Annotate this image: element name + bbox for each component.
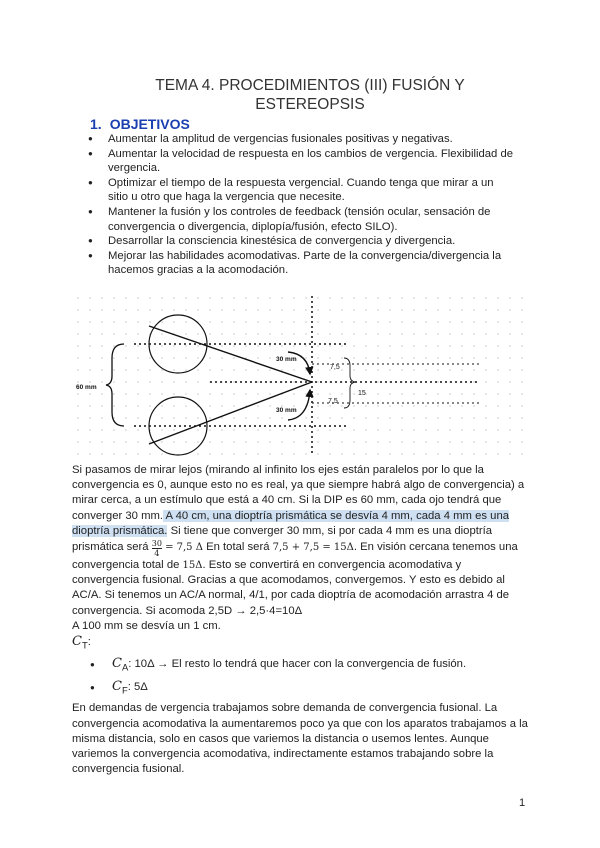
- fraction-numerator: 30: [151, 539, 162, 549]
- text-segment: Si tiene que converger 30 mm, si por cada 4 mm es una dioptría prismática será: [72, 524, 493, 554]
- body-text: [72, 463, 530, 777]
- equation: 7,5 + 7,5 = 15Δ: [272, 542, 354, 554]
- objectives-list: [86, 132, 516, 278]
- list-item: ● Aumentar la velocidad de respuesta en los cambios de vergencia. Flexibilidad de vergencia.: [86, 147, 516, 176]
- section-heading: [90, 116, 190, 132]
- equation: = 7,5 Δ: [165, 542, 203, 554]
- page-title: TEMA 4. PROCEDIMIENTOS (III) FUSIÓN Y ESTEREOPSIS: [155, 77, 465, 113]
- list-item: ● Desarrollar la consciencia kinestésica de convergencia y divergencia.: [86, 234, 516, 249]
- c-variable: C: [112, 678, 122, 694]
- section-number: 1.: [90, 116, 102, 132]
- text-segment: En total será: [202, 541, 273, 554]
- text-segment: . En visión cercana tenemos una convergencia total de: [72, 541, 518, 572]
- c-subscript: F: [121, 684, 128, 696]
- list-item: [90, 656, 530, 674]
- list-item: ● Aumentar la amplitud de vergencias fusionales positivas y negativas.: [86, 132, 516, 147]
- page-number: 1: [519, 797, 526, 809]
- c-subscript: A: [121, 661, 129, 673]
- ct-label: [72, 634, 530, 652]
- text-segment: Si pasamos de mirar lejos (mirando al infinito los ejes están paralelos por lo que la convergencia es 0, aunque esto no es real, ya que siempre habrá algo de convergencia) a mirar cerca, a un estímulo que está a 40 cm. Si la DIP es 60 mm, cada ojo tendrá que converger 30 mm.: [72, 464, 525, 522]
- c-variable: C: [112, 656, 122, 672]
- label-7-5-top: 7,5: [330, 364, 340, 371]
- label-30mm-bottom: 30 mm: [276, 407, 297, 414]
- label-30mm-top: 30 mm: [276, 356, 297, 363]
- paragraph-convergence: [72, 463, 530, 619]
- list-item-text: : 10Δ → El resto lo tendrá que hacer con la convergencia de fusión.: [128, 658, 467, 671]
- fraction-denominator: 4: [152, 548, 162, 558]
- highlighted-text: A 40 cm, una dioptría prismática se desvía 4 mm, cada 4 mm es una dioptría prismática.: [72, 509, 510, 537]
- c-variable: C: [72, 634, 82, 650]
- label-15: 15: [358, 390, 366, 397]
- c-subscript: T: [81, 639, 88, 651]
- list-item: ● Mejorar las habilidades acomodativas. Parte de la convergencia/divergencia la hacemos gracias a la acomodación.: [86, 249, 516, 278]
- list-item-text: : 5Δ: [127, 680, 148, 693]
- section-title: OBJETIVOS: [109, 116, 190, 132]
- label-7-5-bottom: 7,5: [328, 398, 338, 405]
- dot-grid: [76, 296, 526, 456]
- convergence-diagram: [76, 296, 526, 456]
- text-segment: . Esto se convertirá en convergencia acomodativa y convergencia fusional. Gracias a que acomodamos, convergemos. Y esto es debido al AC/A. Si tenemos un AC/A normal, 4/1, por cada dioptría de acomodación arrastra 4 de convergencia. Si acomoda 2,5D → 2,5·4=10Δ: [72, 559, 510, 617]
- list-item: ● Mantener la fusión y los controles de feedback (tensión ocular, sensación de convergencia o divergencia, diplopía/fusión, efecto SILO).: [86, 205, 516, 234]
- c-suffix: :: [87, 636, 91, 649]
- line-100mm: A 100 mm se desvía un 1 cm.: [72, 619, 221, 632]
- convergence-breakdown-list: [90, 656, 530, 697]
- list-item: ● Optimizar el tiempo de la respuesta vergencial. Cuando tenga que mirar a un sitio u otro que haga la vergencia que necesite.: [86, 176, 516, 205]
- fraction: [152, 539, 162, 558]
- list-item: [90, 679, 530, 697]
- label-60mm: 60 mm: [76, 384, 97, 391]
- paragraph-fusional: En demandas de vergencia trabajamos sobre demanda de convergencia fusional. La convergencia acomodativa la aumentaremos poco ya que con los aparatos trabajamos a la misma distancia, solo en casos que variemos la distancia o usemos lentes. Aunque variemos la convergencia acomodativa, indirectamente estamos trabajando sobre la convergencia fusional.: [72, 702, 528, 776]
- equation: 15Δ: [182, 560, 203, 572]
